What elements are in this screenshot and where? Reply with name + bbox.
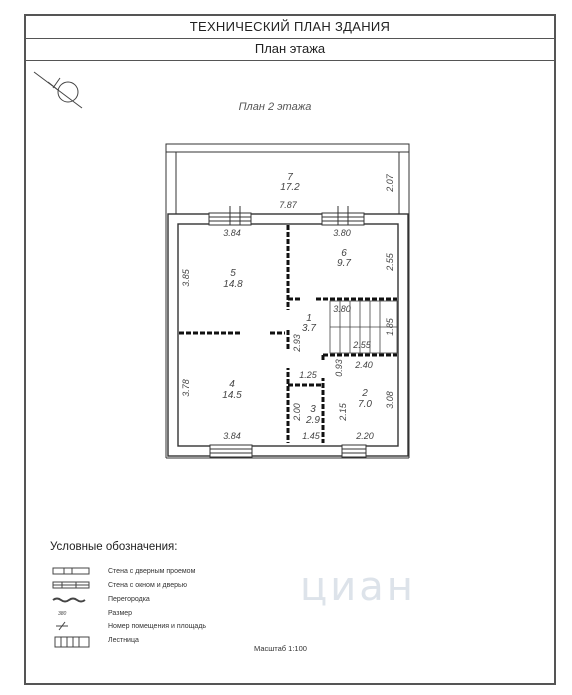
room-2-area: 7.0 <box>358 399 372 410</box>
scale-label: Масштаб 1:100 <box>254 644 307 653</box>
legend-item: Перегородка <box>108 596 150 603</box>
legend-item: Размер <box>108 610 133 617</box>
dimension-label: 3.84 <box>223 228 241 238</box>
legend-item: Номер помещения и площадь <box>108 623 207 630</box>
dimension-label: 3.84 <box>223 431 241 441</box>
dimension-label: 2.55 <box>385 253 395 271</box>
room-6-number: 6 <box>341 248 347 259</box>
wall-window-icon <box>53 582 89 588</box>
room-5-area: 14.8 <box>223 279 243 290</box>
dimension-label: 3.78 <box>181 379 191 397</box>
room-7-number: 7 <box>287 172 293 183</box>
legend-item: Лестница <box>108 637 139 644</box>
dimension-label: 3.80 <box>333 228 351 238</box>
dimension-label: 3.85 <box>181 269 191 287</box>
legend-item: Стена с дверным проемом <box>108 568 196 575</box>
document-subtitle: План этажа <box>26 38 554 61</box>
room-6-area: 9.7 <box>337 258 351 269</box>
floor-label: План 2 этажа <box>238 101 312 113</box>
dimension-label: 2.40 <box>355 360 373 370</box>
dimension-label: 1.85 <box>385 318 395 336</box>
legend-title: Условные обозначения: <box>50 541 178 553</box>
dimension-label: 2.15 <box>338 403 348 421</box>
room-4-number: 4 <box>229 379 235 390</box>
legend-item: Стена с окном и дверью <box>108 582 187 589</box>
room-1-area: 3.7 <box>302 323 316 334</box>
wall-door-icon <box>53 568 89 574</box>
dimension-label: 2.55 <box>353 340 371 350</box>
dimension-label: 1.45 <box>302 431 320 441</box>
dimension-label: 2.20 <box>356 431 374 441</box>
dimension-label: 1.25 <box>299 370 317 380</box>
dimension-label: 2.93 <box>292 334 302 352</box>
dimension-label: 3.80 <box>333 304 351 314</box>
document-title: ТЕХНИЧЕСКИЙ ПЛАН ЗДАНИЯ <box>26 16 554 39</box>
room-4-area: 14.5 <box>222 390 242 401</box>
room-2-number: 2 <box>362 388 368 399</box>
dimension-label: 2.00 <box>292 403 302 421</box>
dimension-label: 0.93 <box>334 359 344 377</box>
dimension-icon: 380 <box>58 611 67 617</box>
dimension-label: 3.08 <box>385 391 395 409</box>
partition-icon <box>53 599 85 602</box>
north-arrow-icon <box>34 72 82 108</box>
stairs-icon <box>55 637 89 647</box>
room-7-area: 17.2 <box>280 182 300 193</box>
dimension-label: 2.07 <box>385 174 395 192</box>
room-3-number: 3 <box>310 404 316 415</box>
room-1-number: 1 <box>306 313 312 324</box>
room-5-number: 5 <box>230 268 236 279</box>
dimension-label: 7.87 <box>279 200 297 210</box>
room-3-area: 2.9 <box>306 415 320 426</box>
watermark: циан <box>300 564 416 610</box>
